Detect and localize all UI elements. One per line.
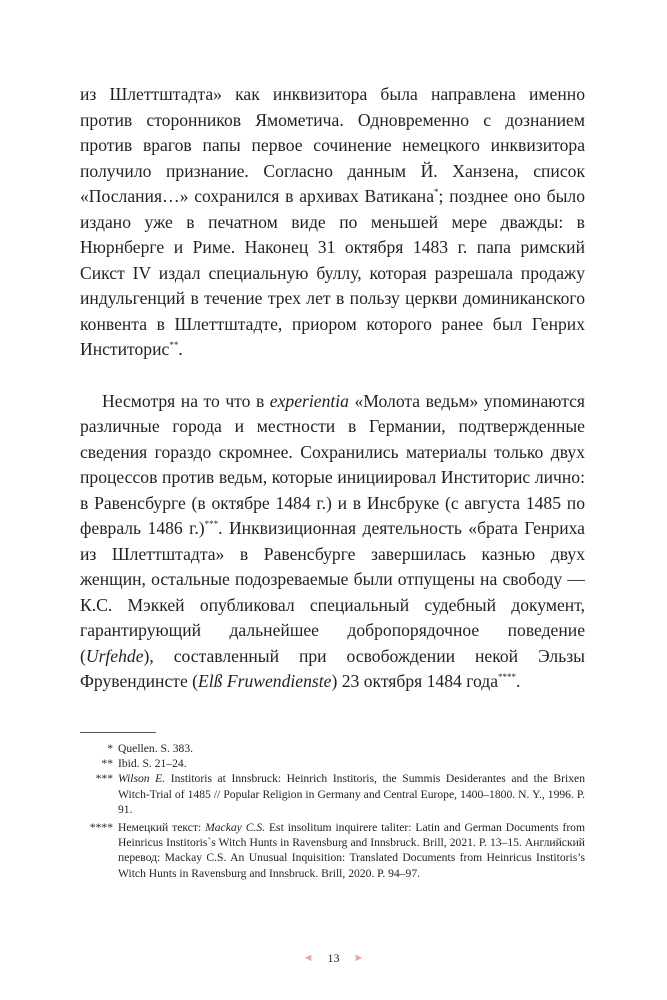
text-run: . Инквизиционная деятельность «брата Генриха из Шлеттштадта» в Равенсбурге завершилась казнью двух женщин, остальные подозреваемые были отпущены на свободу — К.С. Мэккей опубликовал специальный судебный документ, гарантирующий дальнейшее добропорядочное поведение ( — [80, 518, 585, 666]
footnote-ref: * — [434, 187, 439, 197]
paragraph-2 — [80, 389, 585, 695]
page-number: 13 — [327, 951, 340, 965]
text-run: Несмотря на то что в — [102, 390, 270, 411]
italic-run: Wilson E. — [118, 772, 166, 786]
footnote-2 — [80, 756, 585, 771]
text-run: Quellen. S. 383. — [118, 741, 194, 755]
footnote-text — [118, 820, 585, 882]
footnote-4 — [80, 820, 585, 882]
footnote-separator — [80, 732, 156, 733]
arrow-left-icon: ◄ — [302, 952, 314, 964]
footnote-ref: ** — [169, 340, 179, 350]
text-run: . — [516, 671, 521, 691]
text-run: ; позднее оно было издано уже в печатном виде по меньшей мере дважды: в Нюрнберге и Риме. Наконец 31 октября 1483 г. папа римский Сикст IV издал специальную буллу, которая разрешала продажу индульгенций в течение трех лет в пользу церкви доминиканского конвента в Шлеттштадте, приором которого ранее был Генрих Инститорис — [80, 186, 585, 359]
arrow-right-icon: ► — [353, 952, 365, 964]
footnote-mark: *** — [95, 772, 113, 786]
footnote-ref: *** — [204, 519, 219, 529]
text-run: «Молота ведьм» упоминаются различные города и местности в Германии, подтвержденные сведения гораздо скромнее. Сохранились материалы только двух процессов против ведьм, которые инициировал Инститорис лично: в Равенсбурге (в октябре 1484 г.) и в Инсбруке (с августа 1485 по февраль 1486 г.) — [80, 390, 586, 538]
footnote-text — [118, 741, 585, 756]
text-run: ), составленный при освобождении некой Эльзы Фрувендинсте ( — [80, 645, 585, 691]
footnote-mark: **** — [89, 820, 113, 834]
page-body — [80, 82, 585, 881]
footnote-ref: **** — [498, 672, 517, 682]
text-run: Institoris at Innsbruck: Heinrich Institoris, the Summis Desiderantes and the Brixen Witch-Trial of 1485 // Popular Religion in Germany and Central Europe, 1400–1800. N. Y., 1996. P. 91. — [118, 772, 585, 817]
italic-run: Elß Fruwendienste — [198, 671, 332, 691]
text-run: . — [178, 339, 183, 359]
text-run: Немецкий текст: — [118, 820, 206, 834]
footnote-text — [118, 771, 585, 817]
footnote-3 — [80, 771, 585, 817]
text-run: из Шлеттштадта» как инквизитора была направлена именно против сторонников Ямометича. Одновременно с дознанием против врагов папы первое сочинение немецкого инквизитора получило признание. Согласно данным Й. Ханзена, список «Послания…» сохранился в архивах Ватикана — [80, 84, 585, 206]
page-footer — [0, 951, 667, 966]
footnote-mark: ** — [101, 756, 113, 770]
footnote-1 — [80, 741, 585, 756]
paragraph-1 — [80, 82, 585, 363]
italic-run: Mackay C.S. — [205, 820, 266, 834]
footnotes — [80, 741, 585, 882]
text-run: Ibid. S. 21–24. — [118, 756, 187, 770]
text-run: ) 23 октября 1484 года — [331, 671, 499, 691]
italic-run: Urfehde — [85, 645, 144, 666]
footnote-text — [118, 756, 585, 771]
italic-run: experientia — [269, 390, 349, 411]
footnote-mark: * — [107, 741, 113, 755]
text-run: Est insolitum inquirere taliter: Latin and German Documents from Heinricus Institoris`s Witch Hunts in Ravensburg and Innsbruck. Brill, 2021. P. 13–15. Английский перевод: Mackay C.S. An Unusual Inquisition: Translated Documents from Heinricus Institoris’s Witch Hunts in Ravensburg and Innsbruck. Brill, 2020. P. 94–97. — [118, 820, 585, 880]
